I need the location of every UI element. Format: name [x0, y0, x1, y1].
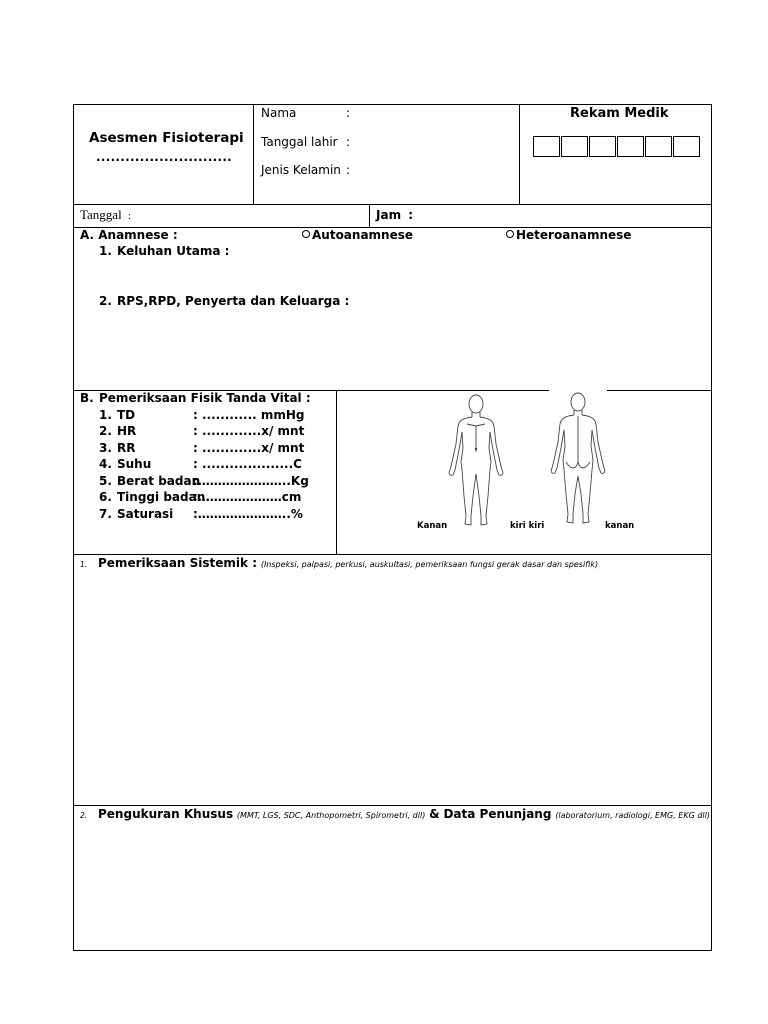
jenis-kelamin-colon: :	[346, 163, 351, 177]
rekam-medik-digit-6[interactable]	[673, 136, 700, 157]
vital-saturasi[interactable]	[99, 507, 303, 521]
vital-td-label: TD	[117, 408, 136, 422]
rekam-medik-digit-3[interactable]	[589, 136, 616, 157]
vital-signs-heading	[80, 391, 311, 405]
nama-field[interactable]	[356, 105, 512, 123]
keluhan-utama-label	[99, 244, 229, 258]
tanggal-lahir-label: Tanggal lahir	[261, 135, 338, 149]
pemeriksaan-sistemik-heading	[80, 556, 598, 570]
pemeriksaan-sistemik-field[interactable]	[78, 575, 706, 800]
jam-label	[376, 208, 413, 222]
vital-td-num: 1.	[99, 408, 112, 422]
nama-label: Nama	[261, 106, 297, 120]
jenis-kelamin-label: Jenis Kelamin	[261, 163, 341, 177]
heteroanamnese-radio[interactable]	[506, 230, 514, 238]
vital-hr-label: HR	[117, 424, 137, 438]
vital-rr-num: 3.	[99, 441, 112, 455]
body-back-diagram[interactable]	[549, 390, 607, 532]
rekam-medik-label: Rekam Medik	[570, 106, 669, 121]
divider-header-bottom	[73, 204, 712, 205]
jam-field[interactable]	[412, 206, 707, 225]
divider-section-1-bottom	[73, 805, 712, 806]
nama-colon: :	[346, 106, 351, 120]
tanggal-lahir-colon: :	[346, 135, 351, 149]
vital-tinggi-value[interactable]: :…………………cm	[193, 490, 302, 504]
heteroanamnese-option[interactable]	[506, 228, 631, 242]
section-b-divider	[336, 390, 337, 554]
vital-tinggi-label: Tinggi badan	[117, 490, 206, 504]
rps-label	[99, 294, 349, 308]
tanggal-label-text: Tanggal	[80, 207, 122, 222]
vital-hr-num: 2.	[99, 424, 112, 438]
rps-num: 2.	[99, 294, 112, 308]
header-divider-right	[519, 104, 520, 204]
vital-td[interactable]	[99, 408, 305, 422]
body-front-diagram[interactable]	[440, 392, 512, 532]
vital-tinggi-num: 6.	[99, 490, 112, 504]
vital-saturasi-label: Saturasi	[117, 507, 174, 521]
rekam-medik-digit-5[interactable]	[645, 136, 672, 157]
vital-berat-num: 5.	[99, 474, 112, 488]
pengukuran-title: Pengukuran Khusus	[98, 807, 234, 821]
pengukuran-note: (MMT, LGS, SDC, Anthopometri, Spirometri, dll)	[236, 811, 426, 820]
vital-hr-value[interactable]: : .............x/ mnt	[193, 424, 305, 438]
rps-text: RPS,RPD, Penyerta dan Keluarga :	[117, 294, 350, 308]
jam-label-text: Jam	[376, 208, 402, 222]
vital-suhu-value[interactable]: : ....................C	[193, 457, 302, 471]
vital-signs-letter: B.	[80, 391, 94, 405]
tanggal-colon: :	[127, 210, 131, 222]
vital-saturasi-num: 7.	[99, 507, 112, 521]
keluhan-utama-num: 1.	[99, 244, 112, 258]
autoanamnese-label: Autoanamnese	[312, 228, 414, 242]
sistemik-note: (Inspeksi, palpasi, perkusi, auskultasi, pemeriksaan fungsi gerak dasar dan spesifik)	[260, 560, 599, 569]
header-divider-left	[253, 104, 254, 204]
rps-field[interactable]	[99, 311, 699, 386]
vital-td-value[interactable]: : ............ mmHg	[193, 408, 305, 422]
vital-suhu-num: 4.	[99, 457, 112, 471]
divider-section-a-bottom-right	[604, 390, 712, 391]
vital-hr[interactable]	[99, 424, 304, 438]
data-penunjang-note: (laboratorium, radiologi, EMG, EKG dll)	[555, 811, 710, 820]
sistemik-title: Pemeriksaan Sistemik :	[98, 556, 257, 570]
sistemik-num: 1.	[80, 560, 88, 569]
vital-berat-value[interactable]: :…………………..Kg	[193, 474, 309, 488]
tanggal-lahir-field[interactable]	[356, 134, 512, 152]
rekam-medik-digit-4[interactable]	[617, 136, 644, 157]
rekam-medik-digit-1[interactable]	[533, 136, 560, 157]
vital-berat-label: Berat badan	[117, 474, 201, 488]
autoanamnese-radio[interactable]	[302, 230, 310, 238]
tanggal-field[interactable]	[140, 206, 364, 225]
body-label-kiri: kiri kiri	[510, 521, 545, 531]
autoanamnese-option[interactable]	[302, 228, 413, 242]
anamnese-heading: A. Anamnese :	[80, 228, 178, 242]
vital-tinggi-badan[interactable]	[99, 490, 301, 504]
body-label-kanan-left: Kanan	[417, 521, 448, 531]
vital-rr-label: RR	[117, 441, 136, 455]
form-title-dots: ............................	[96, 150, 233, 164]
body-label-kanan-right: kanan	[605, 521, 635, 531]
jam-colon: :	[408, 208, 414, 222]
vital-saturasi-value[interactable]: :…………………..%	[193, 507, 303, 521]
vital-berat-badan[interactable]	[99, 474, 309, 488]
keluhan-utama-text: Keluhan Utama :	[117, 244, 230, 258]
vital-rr-value[interactable]: : .............x/ mnt	[193, 441, 305, 455]
jenis-kelamin-field[interactable]	[356, 162, 512, 180]
vital-suhu-label: Suhu	[117, 457, 152, 471]
keluhan-utama-field[interactable]	[99, 260, 699, 290]
pengukuran-khusus-field[interactable]	[78, 826, 706, 946]
form-title: Asesmen Fisioterapi	[89, 130, 244, 146]
pengukuran-num: 2.	[80, 811, 88, 820]
rekam-medik-digit-2[interactable]	[561, 136, 588, 157]
tanggal-label	[80, 207, 131, 223]
ampersand: &	[429, 807, 440, 821]
pengukuran-khusus-heading	[80, 807, 710, 821]
divider-section-b-bottom	[73, 554, 712, 555]
heteroanamnese-label: Heteroanamnese	[516, 228, 632, 242]
vital-rr[interactable]	[99, 441, 304, 455]
vital-signs-title: Pemeriksaan Fisik Tanda Vital :	[99, 391, 311, 405]
date-row-divider	[369, 204, 370, 227]
vital-suhu[interactable]	[99, 457, 302, 471]
data-penunjang-title: Data Penunjang	[443, 807, 552, 821]
